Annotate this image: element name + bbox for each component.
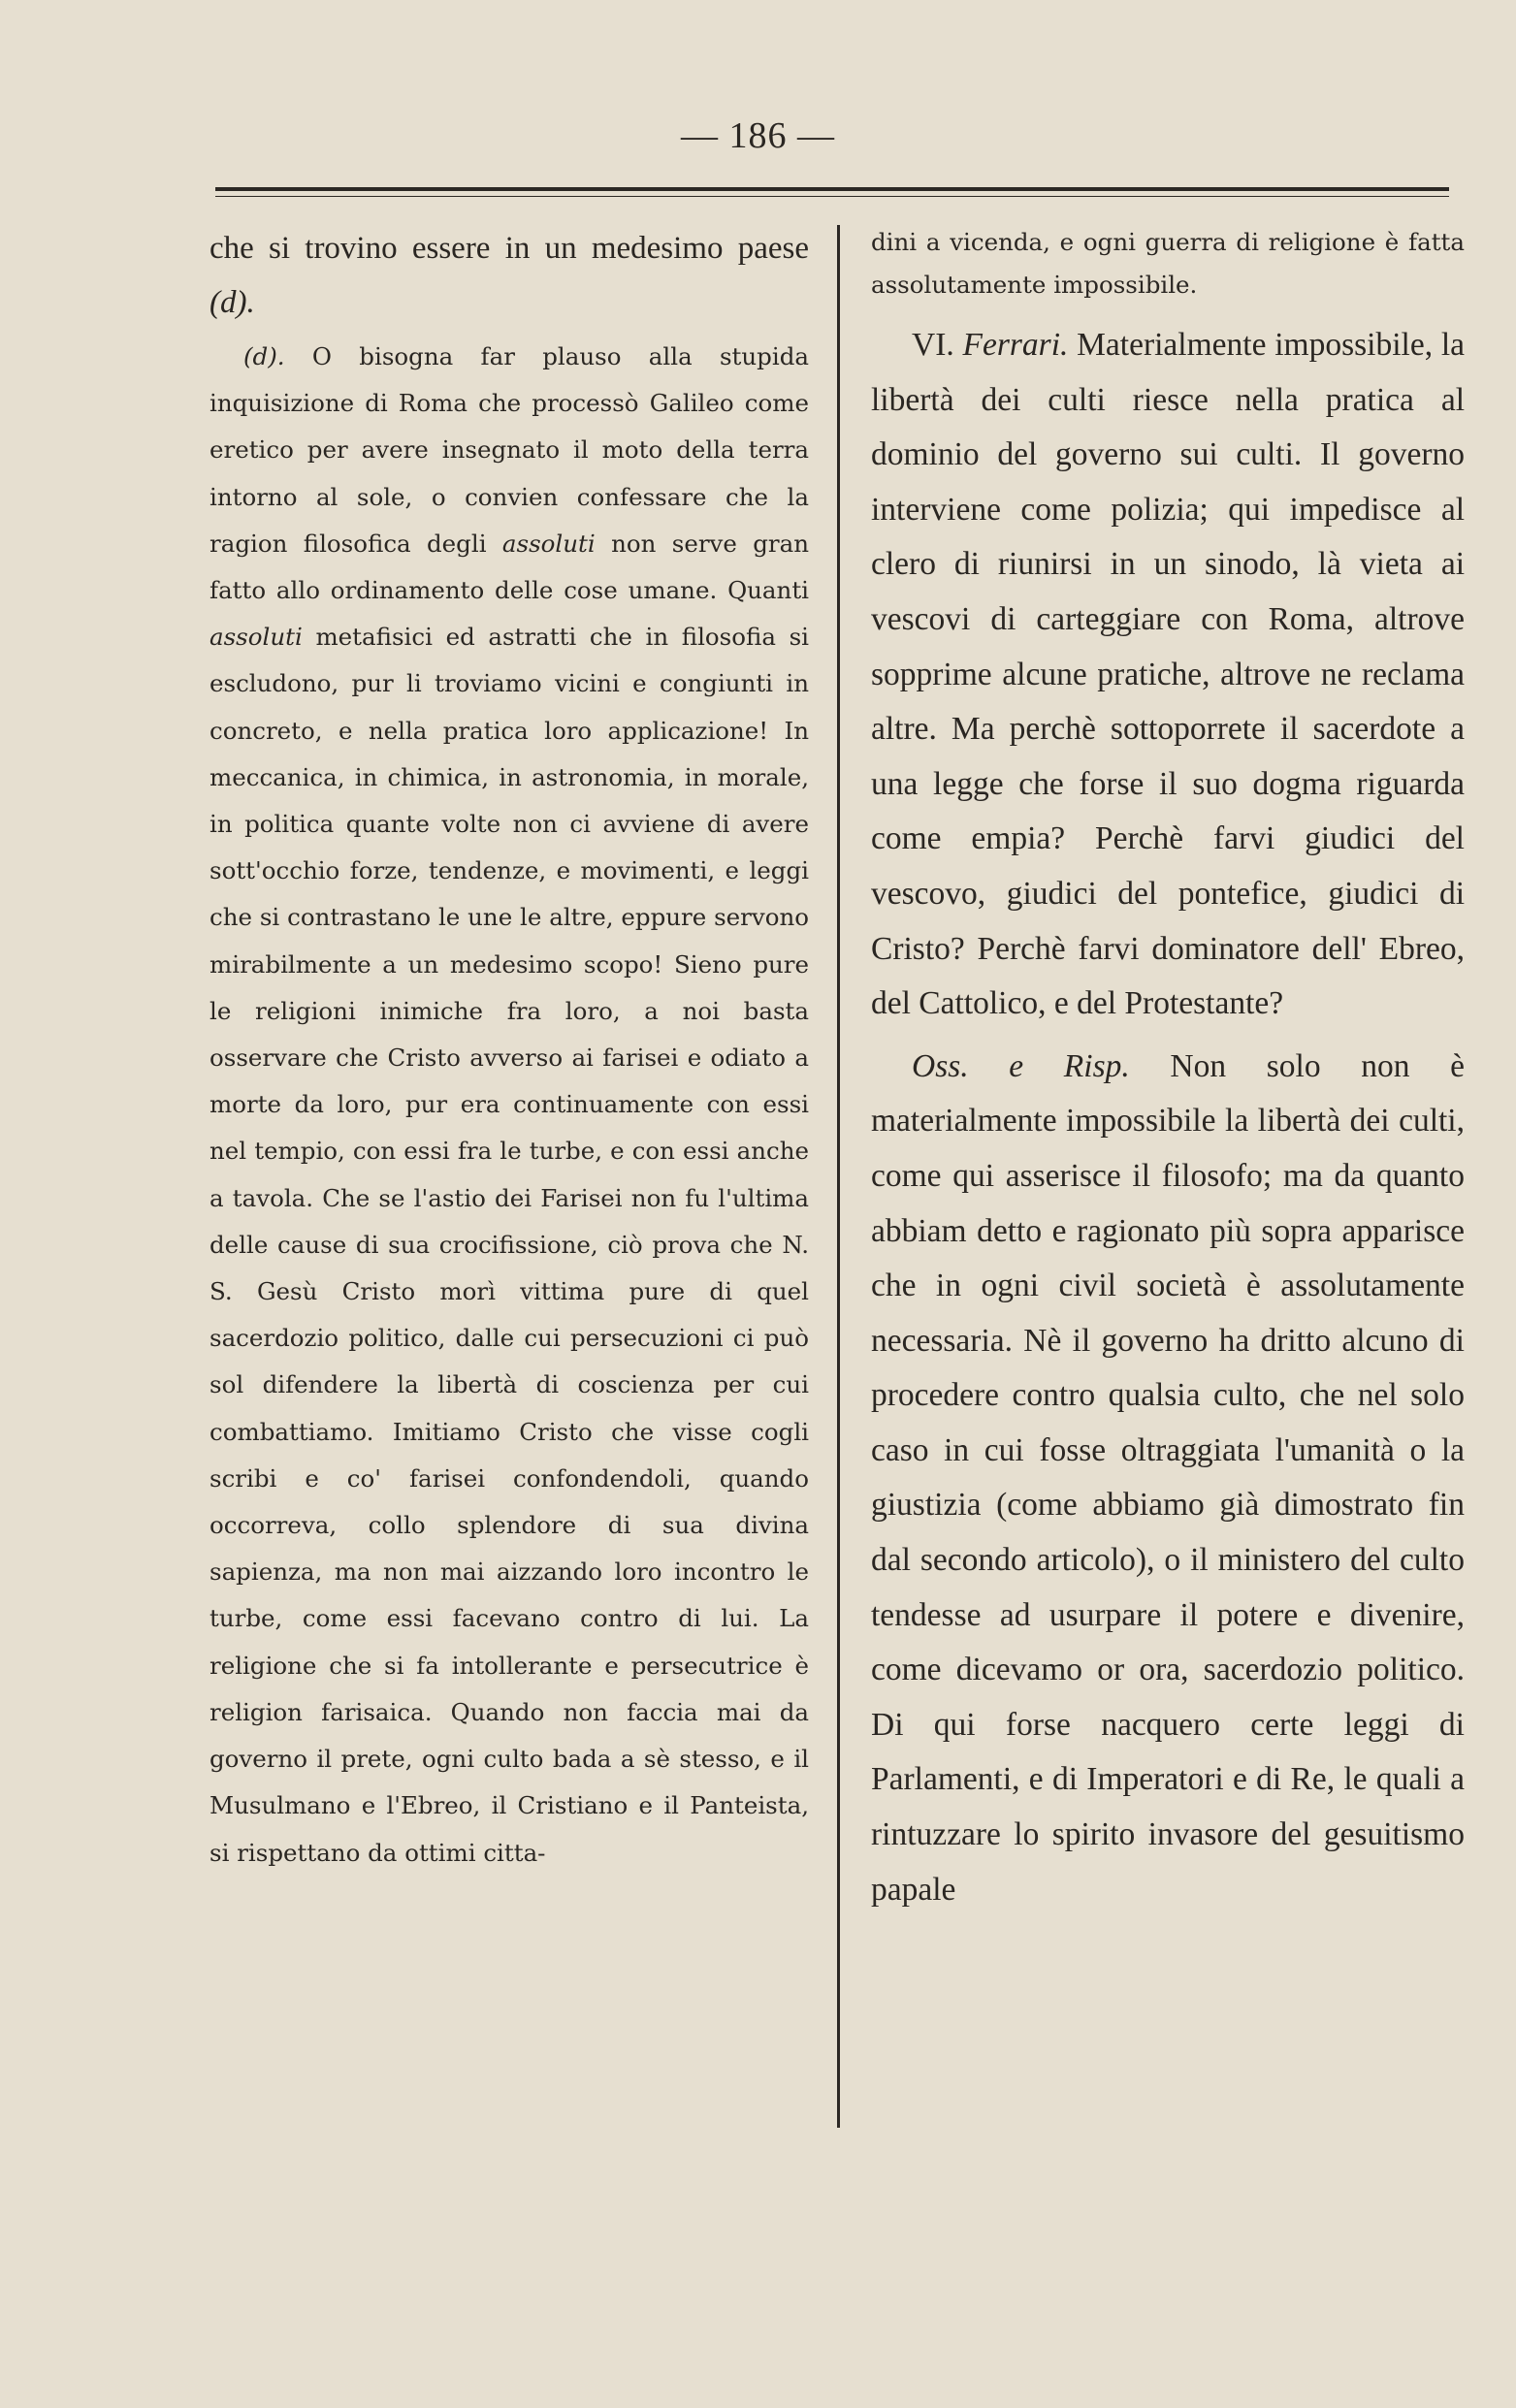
header-rule-thin [215,196,1449,197]
footnote-text-3: metafisici ed astratti che in filosofia si escludono, pur li troviamo vicini e congiunti in concreto, e nella pratica loro applicazione! In meccanica, in chimica, in astronomia, in morale, in politica quante volte non ci avviene di avere sott'occhio forze, tendenze, e movimenti, e leggi che si contrastano le une le altre, eppure servono mirabilmente a un medesimo scopo! Sieno pure le religioni inimiche fra loro, a noi basta osservare che Cristo avverso ai farisei e odiato a morte da loro, pur era continuamente con essi nel tempio, con essi fra le turbe, e con essi anche a tavola. Che se l'astio dei Farisei non fu l'ultima delle cause di sua crocifissione, ciò prova che N. S. Gesù Cristo morì vittima pure di quel sacerdozio politico, dalle cui persecuzioni ci può sol difendere la libertà di coscienza per cui combattiamo. Imitiamo Cristo che visse cogli scribi e co' farisei confondendoli, quando occorreva, collo splendore di sua divina sapienza, ma non mai aizzando loro incontro le turbe, come essi facevano contro di lui. La religione che si fa intollerante e persecutrice è religion farisaica. Quando non faccia mai da governo il prete, ogni culto bada a sè stesso, e il Musulmano e l'Ebreo, il Cristiano e il Panteista, si rispettano da ottimi citta- [210,623,809,1867]
footnote-ref: (d). [210,285,255,320]
left-column [210,221,809,1877]
speaker-ferrari: Ferrari. [962,327,1069,363]
footnote-text-1: O bisogna far plauso alla stupida inquisizione di Roma che processò Galileo come eretico per avere insegnato il moto della terra intorno al sole, o convien confessare che la ragion filosofica degli [210,342,809,558]
column-divider [837,225,840,2128]
paragraph-ferrari-text: Materialmente impossibile, la libertà dei culti riesce nella pratica al dominio del governo sui culti. Il governo interviene come polizia; qui impedisce al clero di riunirsi in un sinodo, là vieta ai vescovi di carteggiare con Roma, altrove sopprime alcune pratiche, altrove ne reclama altre. Ma perchè sottoporrete il sacerdote a una legge che forse il suo dogma riguarda come empia? Perchè farvi giudici del vescovo, giudici del pontefice, giudici di Cristo? Perchè farvi dominatore dell' Ebreo, del Cattolico, e del Protestante? [871,327,1466,1022]
header-rule-thick [215,187,1449,191]
paragraph-ferrari [871,318,1465,1032]
page-number: — 186 — [681,115,835,156]
footnote-label: (d). [243,342,285,370]
footnote-emphasis-1: assoluti [501,529,596,558]
footnote-continuation: dini a vicenda, e ogni guerra di religione è fatta assolutamente impossibile. [871,228,1465,299]
footnote-paragraph [210,334,809,1877]
paragraph-response-text: Non solo non è materialmente impossibile la libertà dei culti, come qui asserisce il filosofo; ma da quanto abbiam detto e ragionato più sopra apparisce che in ogni civil società è assolutamente necessaria. Nè il governo ha dritto alcuno di procedere contro qualsia culto, che nel solo caso in cui fosse oltraggiata l'umanità o la giustizia (come abbiamo già dimostrato fin dal secondo articolo), o il ministero del culto tendesse ad usurpare il potere e divenire, come dicevamo or ora, sacerdozio politico. Di qui forse nacquero certe leggi di Parlamenti, e di Imperatori e di Re, le quali a rintuzzare lo spirito invasore del gesuitismo papale [871,1047,1465,1908]
footnote-text-2: non serve gran fatto allo ordinamento delle cose umane. Quanti [210,529,810,605]
right-column [871,221,1465,1917]
paragraph-response [871,1040,1465,1918]
main-text: che si trovino essere in un medesimo paese [210,231,809,266]
paragraph-number: VI. [912,327,954,363]
footnote-emphasis-2: assoluti [210,623,303,652]
main-text-paragraph [210,221,809,330]
speaker-response: Oss. e Risp. [912,1047,1130,1084]
